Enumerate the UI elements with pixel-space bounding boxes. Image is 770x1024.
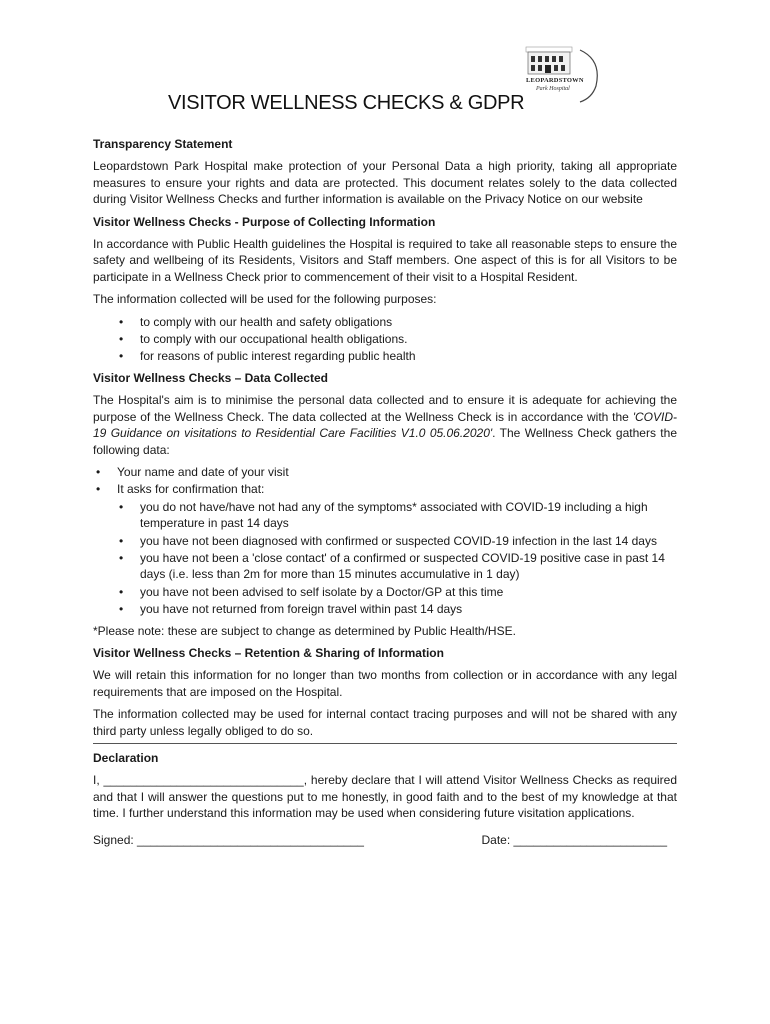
list-item: • you have not been advised to self isolate by a Doctor/GP at this time: [93, 584, 677, 600]
retention-heading: Visitor Wellness Checks – Retention & Sharing of Information: [93, 645, 444, 660]
collected-text-after: . The Wellness Check gathers the following data:: [93, 426, 677, 457]
retention-text-2: The information collected may be used for internal contact tracing purposes and will not be shared with any third party unless legally obliged to do so.: [93, 707, 677, 738]
purpose-list: [93, 314, 677, 365]
logo-subtitle: Park Hospital: [536, 86, 570, 92]
collected-list: [93, 464, 677, 498]
page-title: VISITOR WELLNESS CHECKS & GDPR: [168, 92, 525, 114]
document-body: [93, 136, 677, 848]
purpose-text: In accordance with Public Health guidelines the Hospital is required to take all reasonable steps to ensure the safety and wellbeing of its Residents, Visitors and Staff members. One aspect of this is for all Visitors to be participate in a Wellness Check prior to commencement of their visit to a Hospital Resident.: [93, 237, 677, 284]
purpose-heading: Visitor Wellness Checks - Purpose of Collecting Information: [93, 214, 436, 229]
list-item: • to comply with our occupational health obligations.: [93, 331, 677, 347]
list-item: • to comply with our health and safety obligations: [93, 314, 677, 330]
retention-text-1: We will retain this information for no longer than two months from collection or in accordance with any legal requirements that are imposed on the Hospital.: [93, 668, 677, 699]
signature-field[interactable]: Signed: __________________________________: [93, 832, 364, 847]
list-item: • you have not returned from foreign travel within past 14 days: [93, 601, 677, 617]
logo-name: LEOPARDSTOWN: [526, 77, 584, 84]
list-item: • you have not been diagnosed with confirmed or suspected COVID-19 infection in the last 14 days: [93, 533, 677, 549]
transparency-heading: Transparency Statement: [93, 137, 233, 151]
collected-text: [93, 392, 677, 458]
list-item: • It asks for confirmation that:: [93, 481, 677, 497]
date-field[interactable]: Date: _______________________: [481, 832, 667, 847]
signature-row: [93, 832, 677, 848]
list-item: • you do not have/have not had any of the symptoms* associated with COVID-19 including a high temperature in past 14 days: [93, 499, 677, 532]
collected-heading: Visitor Wellness Checks – Data Collected: [93, 370, 328, 385]
divider: [93, 743, 677, 744]
declaration-text: I, ______________________________, hereby declare that I will attend Visitor Wellness Checks as required and that I will answer the questions put to me honestly, in good faith and to the best of my knowledge at that time. I further understand this information may be used when considering future visitation applications.: [93, 773, 677, 821]
list-item: • you have not been a 'close contact' of a confirmed or suspected COVID-19 positive case in past 14 days (i.e. less than 2m for more than 15 minutes accumulative in 1 day): [93, 550, 677, 583]
covid-guidance-reference: 'COVID-19 Guidance on visitations to Residential Care Facilities V1.0 05.06.2020': [93, 409, 677, 441]
list-item: • for reasons of public interest regarding public health: [93, 348, 677, 364]
collected-text-before: The Hospital's aim is to minimise the personal data collected and to ensure it is adequate for achieving the purpose of the Wellness Check. The data collected at the Wellness Check is in accordance with the: [93, 393, 677, 424]
list-item: • Your name and date of your visit: [93, 464, 677, 480]
declaration-heading: Declaration: [93, 751, 159, 765]
confirmation-list: [93, 499, 677, 618]
transparency-text: Leopardstown Park Hospital make protection of your Personal Data a high priority, taking all appropriate measures to ensure your rights and data are protected. This document relates solely to the data collected during Visitor Wellness Checks and further information is available on the Privacy Notice on our website: [93, 159, 677, 207]
purpose-intro: The information collected will be used for the following purposes:: [93, 292, 437, 307]
symptoms-note: *Please note: these are subject to change as determined by Public Health/HSE.: [93, 623, 516, 638]
